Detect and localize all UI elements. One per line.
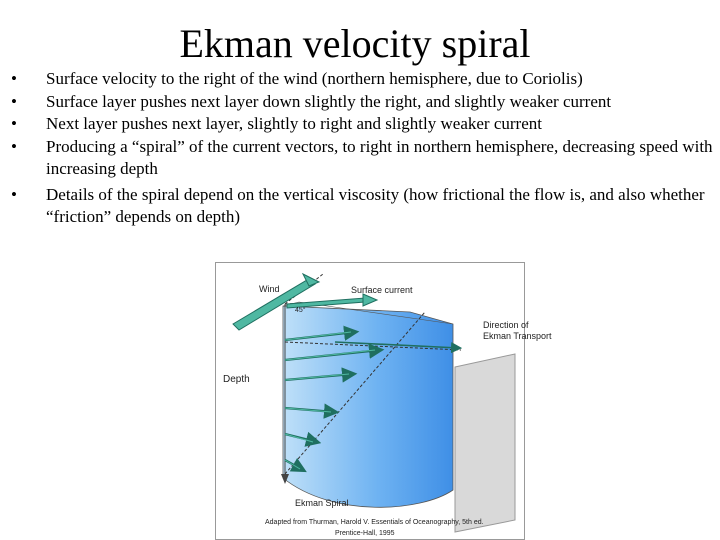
credit-line2: Prentice-Hall, 1995 [335,530,395,537]
transport-panel [455,354,515,532]
bullet-marker: • [11,136,17,156]
transport-label-line1: Direction of [483,320,529,330]
ekman-spiral-label: Ekman Spiral [295,498,349,508]
credit-line1: Adapted from Thurman, Harold V. Essentials of Oceanography, 5th ed. [265,519,484,526]
slide-title: Ekman velocity spiral [179,21,531,66]
bullet-marker: • [11,114,17,133]
bullet-marker: • [11,69,17,88]
bullet-marker: • [11,184,17,204]
bullet-text: Producing a “spiral” of the current vectors, to right in northern hemisphere, decreasing speed with increasing depth [46,136,713,178]
bullet-item [4,136,716,181]
bullet-text: Next layer pushes next layer, slightly to right and slightly weaker current [46,114,542,133]
angle-label: 45° [295,307,306,314]
wind-label: Wind [259,284,280,294]
bullet-text: Surface velocity to the right of the wind (northern hemisphere, due to Coriolis) [46,69,583,88]
water-column [283,306,453,507]
bullet-text: Details of the spiral depend on the vertical viscosity (how frictional the flow is, and also whether “friction” depends on depth) [46,184,705,226]
ekman-diagram [215,262,552,540]
depth-label: Depth [223,374,250,385]
ekman-spiral-figure [215,262,552,540]
bullet-item [4,91,716,114]
bullet-item [4,113,716,136]
bullet-item [4,184,716,229]
transport-label-line2: Ekman Transport [483,331,552,341]
bullet-marker: • [11,91,17,111]
bullet-item [4,68,716,91]
bullet-list [4,68,716,229]
bullet-text: Surface layer pushes next layer down slightly the right, and slightly weaker current [46,91,612,111]
surface-current-label: Surface current [351,285,413,295]
